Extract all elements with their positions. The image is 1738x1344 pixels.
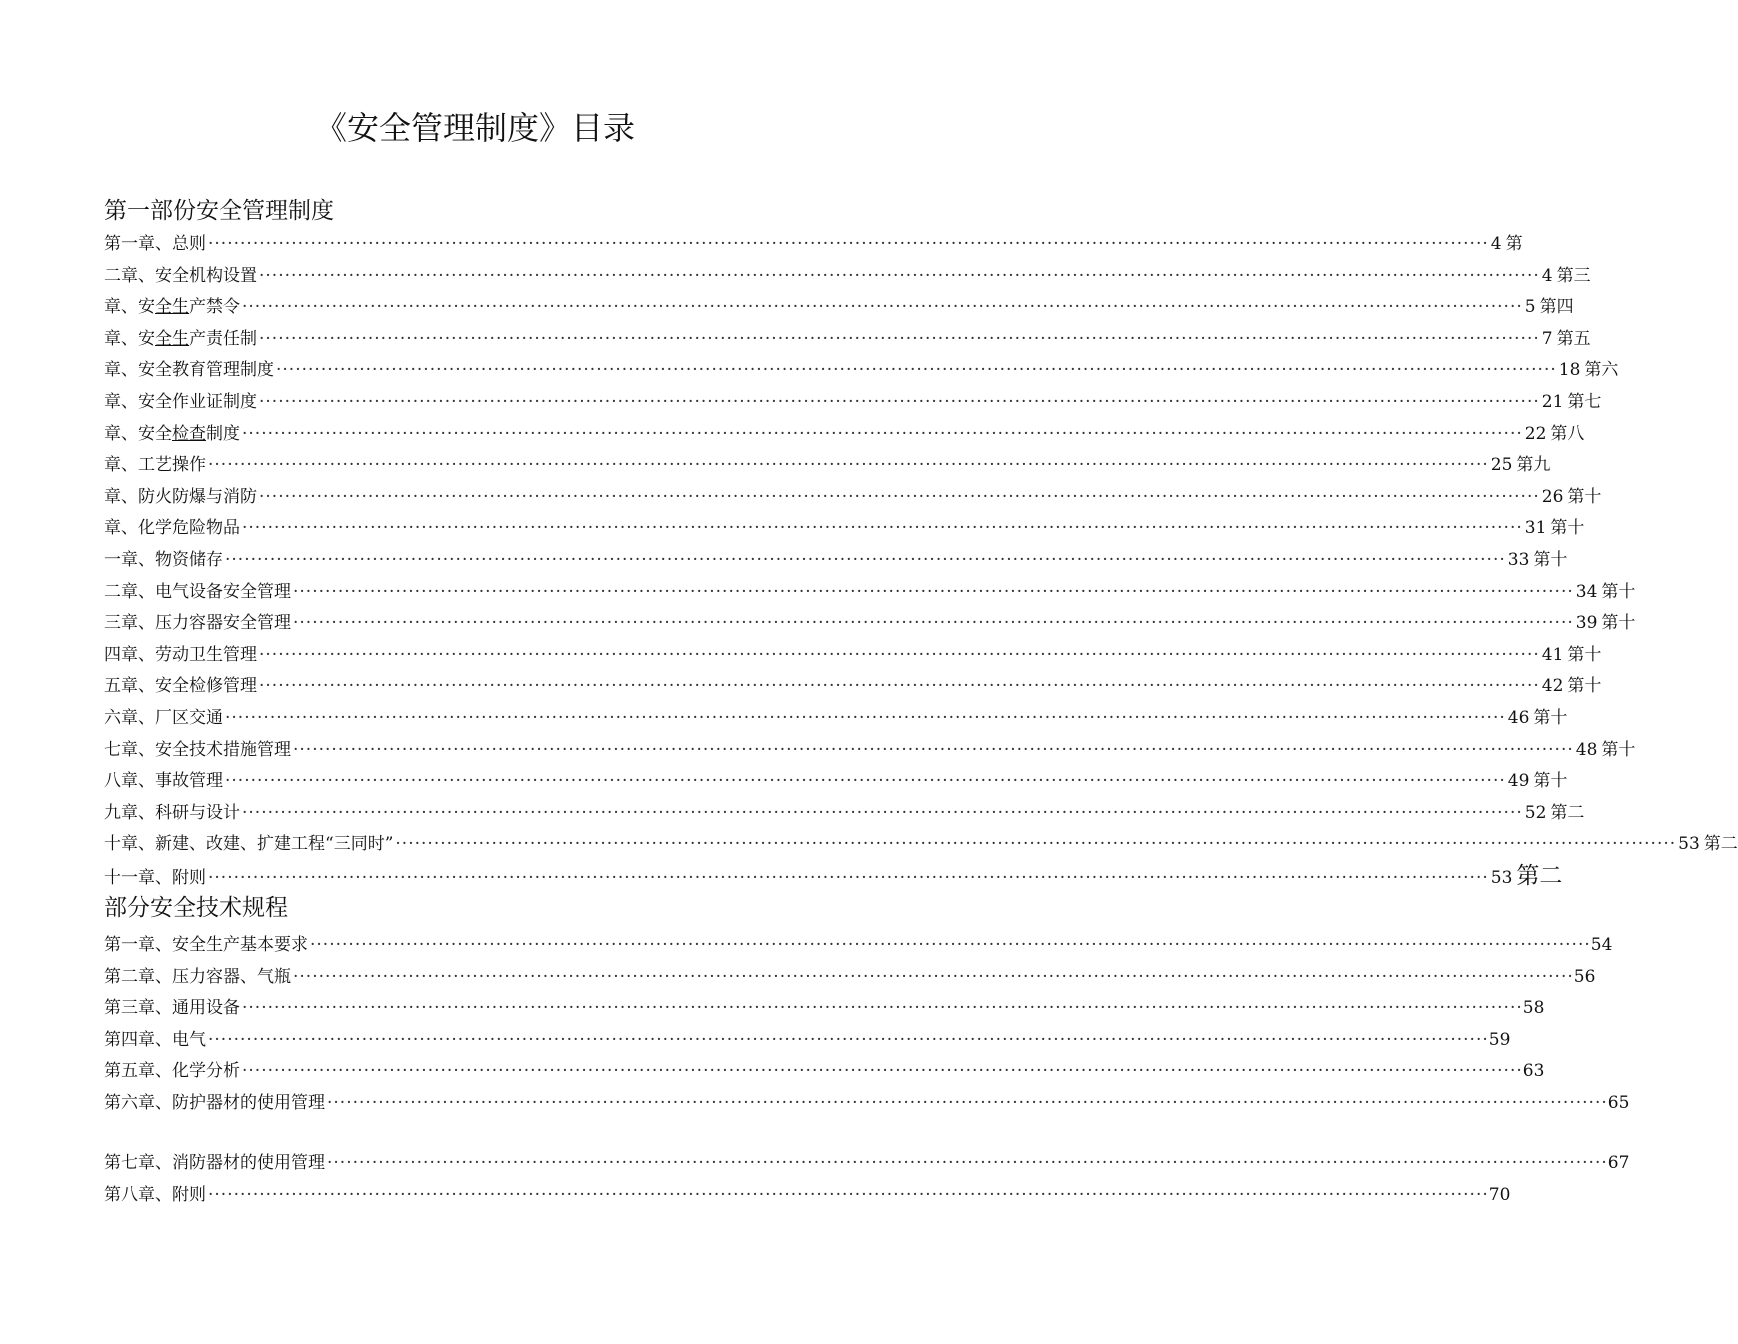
toc-entry	[104, 1148, 1630, 1180]
entry-label	[104, 735, 291, 767]
entry-label	[104, 324, 257, 356]
toc-entry	[104, 962, 1596, 994]
next-entry-prefix: 第二	[1703, 834, 1738, 855]
dot-leader: ········································································································································································································	[242, 297, 1523, 318]
next-entry-prefix: 第十	[1601, 581, 1636, 602]
page-number: 31	[1524, 518, 1547, 539]
entry-label	[104, 387, 257, 419]
next-entry-prefix: 第十	[1567, 676, 1602, 697]
toc-entry	[104, 829, 1738, 861]
page-number: 7	[1541, 328, 1553, 349]
next-entry-prefix: 第五	[1556, 328, 1591, 349]
dot-leader: ········································································································································································································	[327, 1153, 1608, 1173]
toc-entry	[104, 671, 1602, 703]
entry-label	[104, 640, 257, 672]
page-number: 22	[1524, 423, 1547, 444]
next-entry-prefix: 第二	[1516, 862, 1563, 889]
page-number: 18	[1558, 360, 1581, 381]
dot-leader: ········································································································································································································	[259, 486, 1540, 507]
next-entry-prefix: 第十	[1533, 707, 1568, 728]
entry-label-text: 二章、安全机构设置	[104, 265, 257, 286]
entry-label-underlined: 检查	[172, 423, 206, 444]
page-number: 54	[1590, 935, 1613, 955]
entry-label: 第六章、防护器材的使用管理	[104, 1092, 325, 1113]
toc-entry	[104, 387, 1602, 419]
part2-heading: 部分安全技术规程	[104, 895, 288, 921]
next-entry-prefix: 第九	[1516, 455, 1551, 476]
page-number: 25	[1490, 455, 1513, 476]
dot-leader: ········································································································································································································	[242, 998, 1523, 1019]
next-entry-prefix: 第十	[1533, 771, 1568, 792]
page-number: 34	[1575, 581, 1598, 602]
toc-entry	[104, 1180, 1511, 1212]
entry-label	[104, 766, 223, 798]
entry-label-text-end: 产禁令	[189, 297, 240, 318]
next-entry-prefix: 第四	[1539, 297, 1574, 318]
next-entry-prefix: 第二	[1550, 802, 1585, 823]
entry-label	[104, 419, 240, 451]
toc-entry	[104, 1088, 1630, 1120]
entry-label-text: 章、防火防爆与消防	[104, 486, 257, 507]
dot-leader: ········································································································································································································	[225, 771, 1506, 792]
toc-entry	[104, 1056, 1545, 1088]
entry-label-text-end: 产责任制	[189, 328, 257, 349]
entry-label-text: 章、安	[104, 297, 155, 318]
toc-entry	[104, 450, 1551, 482]
toc-entry	[104, 419, 1585, 451]
dot-leader: ········································································································································································································	[242, 423, 1523, 444]
entry-label-text: 三章、压力容器安全管理	[104, 613, 291, 634]
entry-label	[104, 261, 257, 293]
entry-label: 第八章、附则	[104, 1184, 206, 1205]
toc-entry	[104, 640, 1602, 672]
next-entry-prefix: 第十	[1601, 739, 1636, 760]
entry-label-text: 八章、事故管理	[104, 771, 223, 792]
entry-label	[104, 798, 240, 830]
dot-leader: ········································································································································································································	[259, 328, 1540, 349]
dot-leader: ········································································································································································································	[242, 802, 1523, 823]
dot-leader: ········································································································································································································	[208, 867, 1489, 888]
entry-label-underlined: 全生	[155, 328, 189, 349]
page-number: 58	[1522, 998, 1545, 1019]
entry-label-text: 十一章、附则	[104, 867, 206, 888]
entry-label	[104, 545, 223, 577]
next-entry-prefix: 第七	[1567, 391, 1602, 412]
toc-entry	[104, 292, 1574, 324]
dot-leader: ········································································································································································································	[242, 518, 1523, 539]
dot-leader: ········································································································································································································	[276, 360, 1557, 381]
toc-entry	[104, 513, 1585, 545]
dot-leader: ········································································································································································································	[310, 935, 1591, 955]
dot-leader: ········································································································································································································	[395, 834, 1677, 855]
page-number: 53	[1490, 867, 1513, 888]
entry-label-text: 九章、科研与设计	[104, 802, 240, 823]
entry-label: 第一章、安全生产基本要求	[104, 935, 308, 955]
page-number: 42	[1541, 676, 1564, 697]
toc-entry	[104, 261, 1591, 293]
entry-label: 第二章、压力容器、气瓶	[104, 966, 291, 987]
entry-label	[104, 863, 206, 895]
dot-leader: ········································································································································································································	[225, 707, 1506, 728]
dot-leader: ········································································································································································································	[293, 966, 1574, 987]
dot-leader: ········································································································································································································	[293, 581, 1574, 602]
toc-entry	[104, 1025, 1511, 1057]
toc-entry	[104, 355, 1619, 387]
page-number: 41	[1541, 644, 1564, 665]
entry-label-text: 章、安全教育管理制度	[104, 360, 274, 381]
next-entry-prefix: 第八	[1550, 423, 1585, 444]
toc-entry	[104, 993, 1545, 1025]
page-number: 56	[1573, 966, 1596, 987]
entry-label-text: 五章、安全检修管理	[104, 676, 257, 697]
next-entry-prefix: 第十	[1601, 613, 1636, 634]
dot-leader: ········································································································································································································	[293, 739, 1574, 760]
entry-label-text: 六章、厂区交通	[104, 707, 223, 728]
dot-leader: ········································································································································································································	[259, 391, 1540, 412]
dot-leader: ········································································································································································································	[293, 613, 1574, 634]
page-number: 33	[1507, 549, 1530, 570]
page-number: 46	[1507, 707, 1530, 728]
toc-entry	[104, 324, 1591, 356]
entry-label: 第五章、化学分析	[104, 1061, 240, 1082]
page-number: 5	[1524, 297, 1536, 318]
next-entry-prefix: 第十	[1567, 486, 1602, 507]
page-number: 4	[1541, 265, 1553, 286]
dot-leader: ········································································································································································································	[225, 549, 1506, 570]
entry-label	[104, 229, 206, 261]
page-number: 67	[1607, 1153, 1630, 1173]
next-entry-prefix: 第十	[1550, 518, 1585, 539]
entry-label	[104, 292, 240, 324]
entry-label-text: 章、安全	[104, 423, 172, 444]
entry-label	[104, 482, 257, 514]
next-entry-prefix: 第十	[1533, 549, 1568, 570]
page-number: 70	[1488, 1184, 1511, 1205]
entry-label-text: 章、工艺操作	[104, 455, 206, 476]
dot-leader: ········································································································································································································	[259, 265, 1540, 286]
entry-label-text: 章、安	[104, 328, 155, 349]
dot-leader: ········································································································································································································	[208, 455, 1489, 476]
entry-label	[104, 577, 291, 609]
entry-label: 第三章、通用设备	[104, 998, 240, 1019]
toc-entry	[104, 766, 1568, 798]
entry-label	[104, 703, 223, 735]
toc-entry	[104, 861, 1563, 893]
entry-label	[104, 450, 206, 482]
entry-label-underlined: 全生	[155, 297, 189, 318]
entry-label-text-end: 制度	[206, 423, 240, 444]
page-number: 21	[1541, 391, 1564, 412]
entry-label-text: 十章、新建、改建、扩建工程“三同时”	[104, 834, 394, 855]
toc-entry	[104, 545, 1568, 577]
entry-label-text: 一章、物资储存	[104, 549, 223, 570]
toc-entry	[104, 608, 1636, 640]
toc-entry	[104, 229, 1523, 261]
entry-label-text: 章、安全作业证制度	[104, 391, 257, 412]
entry-label	[104, 829, 393, 861]
page-number: 48	[1575, 739, 1598, 760]
page-number: 39	[1575, 613, 1598, 634]
entry-label-text: 二章、电气设备安全管理	[104, 581, 291, 602]
next-entry-prefix: 第	[1505, 234, 1523, 254]
entry-label-text: 第一章、总则	[104, 234, 206, 254]
page-number: 4	[1490, 234, 1502, 254]
page-number: 65	[1607, 1092, 1630, 1113]
toc-entry	[104, 735, 1636, 767]
entry-label-text: 七章、安全技术措施管理	[104, 739, 291, 760]
entry-label	[104, 608, 291, 640]
dot-leader: ········································································································································································································	[208, 1184, 1489, 1205]
next-entry-prefix: 第十	[1567, 644, 1602, 665]
dot-leader: ········································································································································································································	[327, 1092, 1608, 1113]
page-title: 《安全管理制度》目录	[314, 109, 635, 147]
page-number: 53	[1678, 834, 1700, 855]
toc-entry	[104, 482, 1602, 514]
page-number: 52	[1524, 802, 1547, 823]
dot-leader: ········································································································································································································	[259, 644, 1540, 665]
part1-toc	[104, 229, 1738, 892]
dot-leader: ········································································································································································································	[259, 676, 1540, 697]
entry-label-text: 四章、劳动卫生管理	[104, 644, 257, 665]
entry-label	[104, 513, 240, 545]
page-number: 59	[1488, 1029, 1511, 1050]
page-number: 26	[1541, 486, 1564, 507]
dot-leader: ········································································································································································································	[208, 1029, 1489, 1050]
toc-entry	[104, 577, 1636, 609]
next-entry-prefix: 第三	[1556, 265, 1591, 286]
dot-leader: ········································································································································································································	[208, 234, 1489, 254]
part1-heading: 第一部份安全管理制度	[104, 198, 334, 224]
entry-label-text: 章、化学危险物品	[104, 518, 240, 539]
dot-leader: ········································································································································································································	[242, 1061, 1523, 1082]
toc-entry	[104, 703, 1568, 735]
part2-toc-continued	[104, 1148, 1630, 1211]
page-number: 49	[1507, 771, 1530, 792]
entry-label	[104, 355, 274, 387]
entry-label	[104, 671, 257, 703]
toc-entry	[104, 798, 1585, 830]
page-number: 63	[1522, 1061, 1545, 1082]
part2-toc	[104, 930, 1630, 1120]
entry-label: 第四章、电气	[104, 1029, 206, 1050]
entry-label: 第七章、消防器材的使用管理	[104, 1153, 325, 1173]
next-entry-prefix: 第六	[1584, 360, 1619, 381]
toc-entry	[104, 930, 1613, 962]
